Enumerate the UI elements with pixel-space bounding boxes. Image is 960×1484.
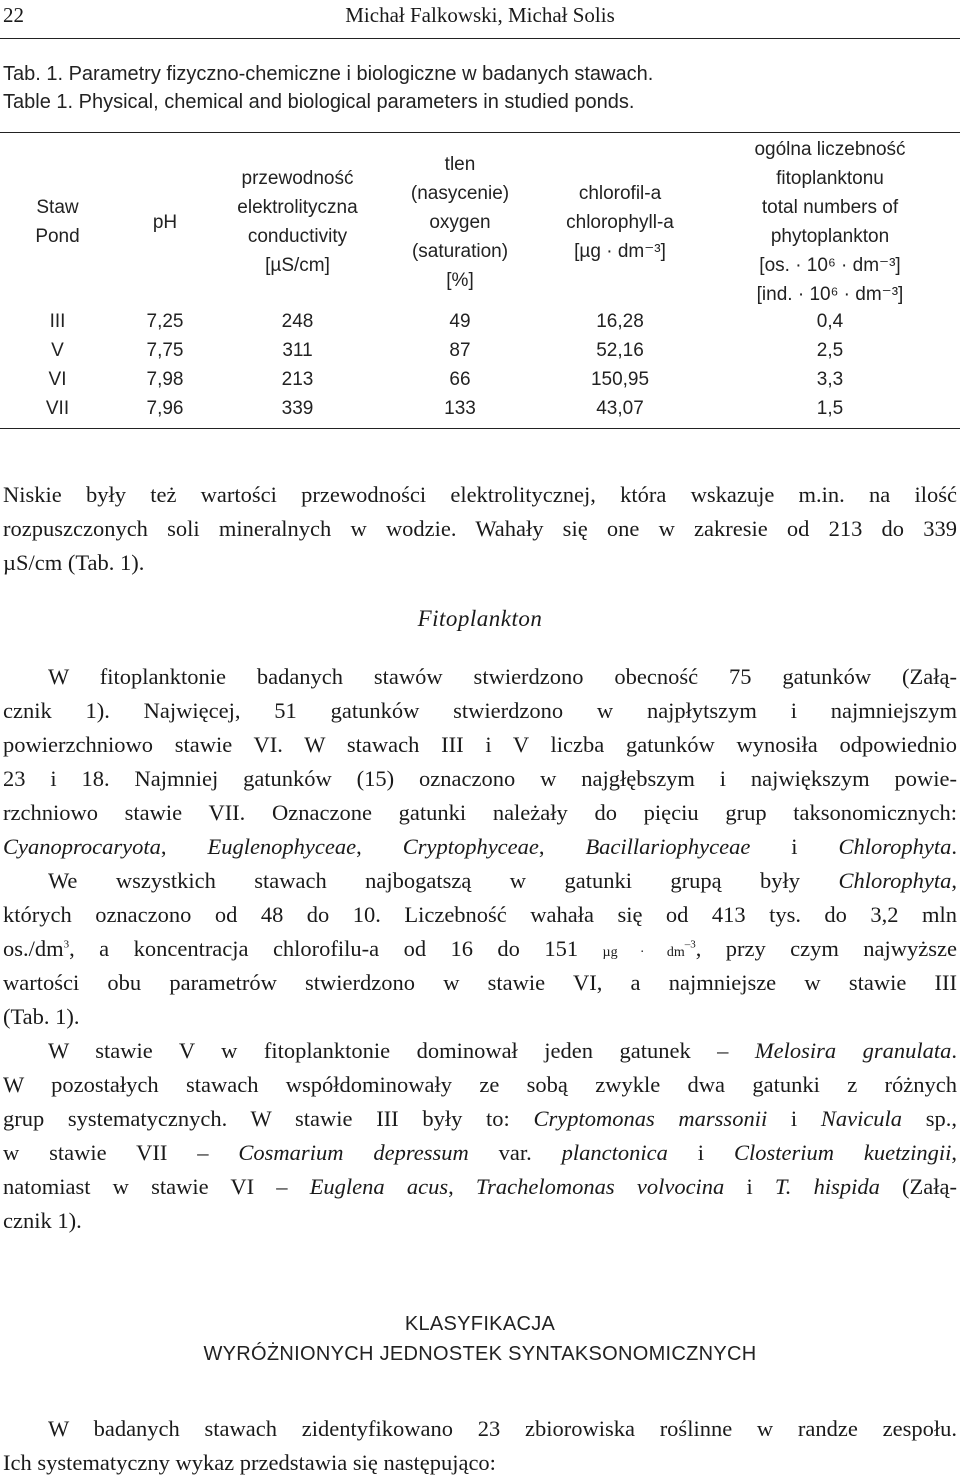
paragraph-conductivity: Niskie były też wartości przewodności elektrolitycznej, która wskazuje m.in. na ilość rozpuszczonych soli mineralnych w wodzie. Wahały się one w zakresie od 213 do 339 µS/cm (Tab. 1). [3,482,957,575]
table-header-ph: pH [152,211,178,233]
table-caption-en: Table 1. Physical, chemical and biological parameters in studied ponds. [3,91,635,113]
page-number: 22 [3,3,24,27]
paragraph-species: W fitoplanktonie badanych stawów stwierdzono obecność 75 gatunków (Załą- cznik 1). Najwięcej, 51 gatunków stwierdzono w najpłytszym i najmniejszym powierzchniowo stawie VI. W stawach III i V liczba gatunków wynosiła odpowiednio 23 i 18. Najmniej gatunków (15) oznaczono w najgłębszym i największym powie- rzchniowo stawie VII. Oznaczone gatunki należały do pięciu grup taksonomicznych: Cyanoprocaryota, Euglenophyceae, Cryptophyceae, Bacillariophyceae i Chlorophyta. [3,664,958,859]
table-header-phytoplankton: ogólna liczebność fitoplanktonu total numbers of phytoplankton [os. · 10⁶ · dm⁻³] [ind. · 10⁶ · dm⁻³] [754,139,906,305]
paragraph-abundance: We wszystkich stawach najbogatszą w gatunki grupą były Chlorophyta, których oznaczono od 48 do 10. Liczebność wahała się od 413 tys. do 3,2 mln $os./dm^3$, a koncentracja chlorofilu-a od 16 do 151 $\mu g \cdot dm^{-3}$, przy czym najwyższe wartości obu parametrów stwierdzono w stawie VI, a najmniejsze w stawie III (Tab. 1). [3,868,958,1029]
table-caption-pl: Tab. 1. Parametry fizyczno-chemiczne i biologiczne w badanych stawach. [3,63,654,85]
table-row: III 7,25 248 49 16,28 0,4 [49,311,844,332]
table-header-oxygen: tlen (nasycenie) oxygen (saturation) [%] [410,153,510,291]
table-row: VI 7,98 213 66 150,95 3,3 [48,369,844,390]
running-header [0,0,960,39]
paragraph-communities: W badanych stawach zidentyfikowano 23 zbiorowiska roślinne w randze zespołu. Ich systematyczny wykaz przedstawia się następująco: [3,1416,957,1475]
table-header-pond: Staw Pond [35,197,80,247]
table-row: VII 7,96 339 133 43,07 1,5 [45,398,844,419]
header-authors: Michał Falkowski, Michał Solis [345,3,615,27]
parameters-table [0,132,960,429]
classification-heading-2: WYRÓŻNIONYCH JEDNOSTEK SYNTAKSONOMICZNYCH [203,1343,757,1365]
table-header-conductivity: przewodność elektrolityczna conductivity [µS/cm] [237,168,358,276]
table-header-chlorophyll: chlorofil-a chlorophyll-a [µg · dm⁻³] [566,182,674,262]
table-row: V 7,75 311 87 52,16 2,5 [51,340,844,361]
section-title-fitoplankton: Fitoplankton [417,606,543,631]
paragraph-dominants: W stawie V w fitoplanktonie dominował jeden gatunek – Melosira granulata. W pozostałych stawach współdominowały ze sobą zwykle dwa gatunki z różnych grup systematycznych. W stawie III były to: Cryptomonas marssonii i Navicula sp., w stawie VII – Cosmarium depressum var. planctonica i Closterium kuetzingii, natomiast w stawie VI – Euglena acus, Trachelomonas volvocina i T. hispida (Załą- cznik 1). [3,1038,958,1233]
classification-heading-1: KLASYFIKACJA [404,1313,556,1335]
